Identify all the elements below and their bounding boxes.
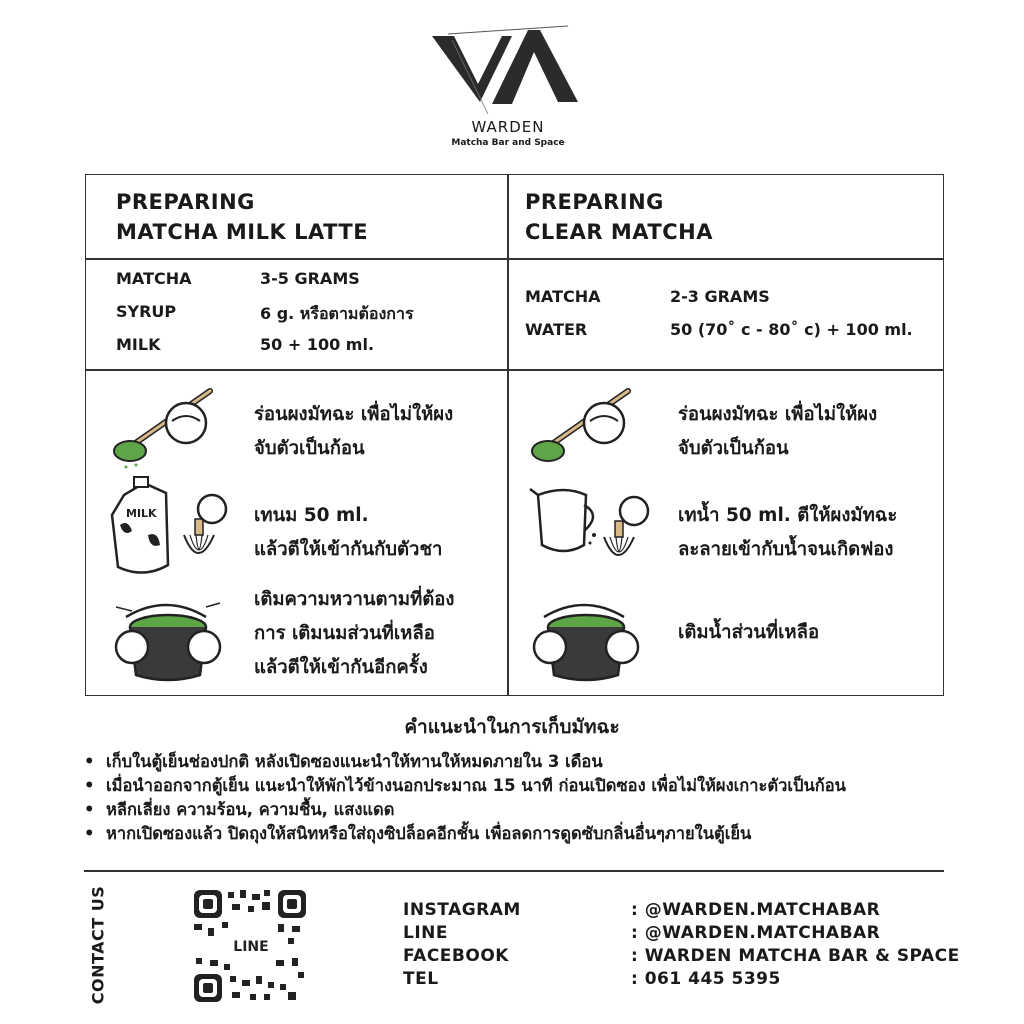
ingredient-amount: 2-3 GRAMS	[670, 287, 770, 306]
latte-step-3: เติมความหวานตามที่ต้อง การ เติมนมส่วนที่เหลือ แล้วตีให้เข้ากันอีกครั้ง	[254, 589, 455, 678]
list-item: • หลีกเลี่ยง ความร้อน, ความชื้น, แสงแดด	[80, 798, 960, 822]
cat-bowl-icon	[106, 587, 226, 687]
list-item: • เก็บในตู้เย็นช่องปกติ หลังเปิดซองแนะนำให้ทานให้หมดภายใน 3 เดือน	[80, 750, 960, 774]
row-divider	[86, 258, 943, 260]
ingredient-name: WATER	[525, 320, 588, 339]
latte-step-1: ร่อนผงมัทฉะ เพื่อไม่ให้ผง จับตัวเป็นก้อน	[254, 404, 454, 459]
brand-name: WARDEN	[471, 118, 545, 136]
clear-step-2: เทน้ำ 50 ml. ตีให้ผงมัทฉะ ละลายเข้ากับน้ำจนเกิดฟอง	[678, 505, 898, 560]
ingredient-amount: 6 g. หรือตามต้องการ	[260, 304, 414, 323]
clear-step-3: เติมน้ำส่วนที่เหลือ	[678, 622, 820, 643]
brand-logo	[428, 22, 588, 152]
ingredient-amount: 3-5 GRAMS	[260, 269, 360, 288]
list-item: • เมื่อนำออกจากตู้เย็น แนะนำให้พักไว้ข้างนอกประมาณ 15 นาที ก่อนเปิดซอง เพื่อไม่ให้ผงเกาะตัวเป็นก้อน	[80, 774, 960, 798]
column-divider	[507, 175, 509, 695]
ingredient-amount: 50 (70˚ c - 80˚ c) + 100 ml.	[670, 320, 913, 339]
contact-label: TEL	[403, 969, 439, 989]
qr-line-label: LINE	[233, 939, 269, 955]
warden-logo-icon	[428, 22, 588, 117]
ingredient-name: MATCHA	[525, 287, 601, 306]
latte-title: PREPARING MATCHA MILK LATTE	[116, 190, 369, 244]
contact-label: INSTAGRAM	[403, 900, 521, 920]
ingredient-name: MATCHA	[116, 269, 192, 288]
ingredient-name: MILK	[116, 335, 161, 354]
contact-value[interactable]: : @WARDEN.MATCHABAR	[631, 900, 881, 920]
row-divider	[86, 369, 943, 371]
ingredient-name: SYRUP	[116, 302, 177, 321]
sifting-matcha-icon	[524, 381, 644, 471]
contact-label: LINE	[403, 923, 448, 943]
recipe-table	[85, 174, 944, 696]
line-qr-code[interactable]	[192, 888, 308, 1004]
latte-step-2: เทนม 50 ml. แล้วตีให้เข้ากันกับตัวชา	[254, 505, 443, 560]
sifting-matcha-icon	[106, 381, 226, 471]
contact-label: FACEBOOK	[403, 946, 509, 966]
milk-label: MILK	[126, 507, 157, 520]
contact-value[interactable]: : 061 445 5395	[631, 969, 781, 989]
brand-tagline: Matcha Bar and Space	[451, 138, 565, 148]
clear-step-1: ร่อนผงมัทฉะ เพื่อไม่ให้ผง จับตัวเป็นก้อน	[678, 404, 878, 459]
ingredient-amount: 50 + 100 ml.	[260, 335, 375, 354]
contact-heading: CONTACT US	[88, 885, 108, 1005]
contact-value[interactable]: : WARDEN MATCHA BAR & SPACE	[631, 946, 960, 966]
footer-divider	[84, 870, 944, 872]
cat-bowl-icon	[524, 587, 644, 687]
contact-value[interactable]: : @WARDEN.MATCHABAR	[631, 923, 881, 943]
water-pitcher-whisk-icon	[524, 475, 664, 585]
milk-whisk-icon	[104, 475, 234, 585]
storage-tips-list	[80, 750, 960, 846]
list-item: • หากเปิดซองแล้ว ปิดถุงให้สนิทหรือใส่ถุงซิปล็อคอีกชั้น เพื่อลดการดูดซับกลิ่นอื่นๆภายในตู้เย็น	[80, 822, 960, 846]
clear-title: PREPARING CLEAR MATCHA	[525, 190, 713, 244]
storage-title: คำแนะนำในการเก็บมัทฉะ	[404, 716, 620, 738]
